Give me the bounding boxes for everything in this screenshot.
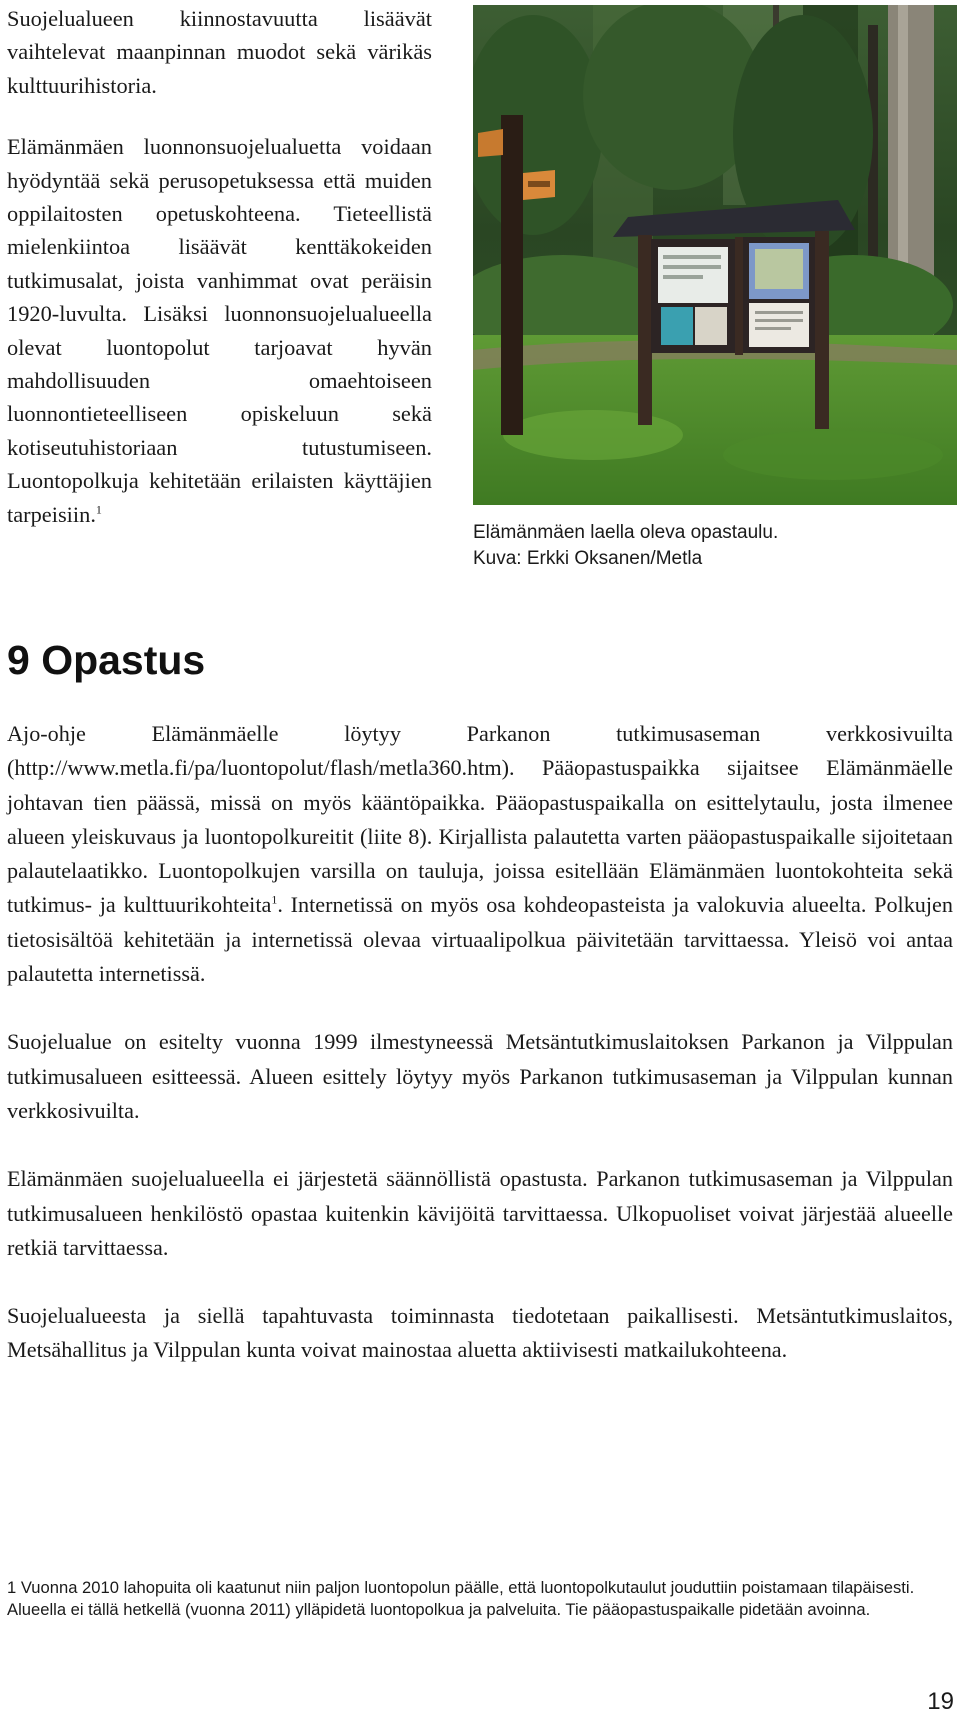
section-heading: 9 Opastus <box>7 637 206 683</box>
photo-caption <box>473 520 953 572</box>
page-number: 19 <box>927 1688 954 1715</box>
section-body <box>7 717 953 1402</box>
section-paragraph-1 <box>7 717 953 991</box>
footnote-reference: 1 <box>95 502 102 517</box>
information-board-photo <box>473 5 957 505</box>
section-paragraph-4: Suojelualueesta ja siellä tapahtuvasta toiminnasta tiedotetaan paikallisesti. Metsäntutkimuslaitos, Metsähallitus ja Vilppulan kunta voivat mainostaa aluetta aktiivisesti matkailukohteena. <box>7 1303 953 1363</box>
section-paragraph-1-part-2: . Internetissä on myös osa kohdeopasteista ja valokuvia alueelta. Polkujen tietosisältöä kehitetään ja internetissä olevaa virtuaalipolkua päivitetään tarvittaessa. Yleisö voi antaa palautetta internetissä. <box>7 892 953 987</box>
photo-caption-line-2: Kuva: Erkki Oksanen/Metla <box>473 548 703 569</box>
footnote: 1 Vuonna 2010 lahopuita oli kaatunut niin paljon luontopolun päälle, että luontopolkutaulut jouduttiin poistamaan tilapäisesti. Alueella ei tällä hetkellä (vuonna 2011) ylläpidetä luontopolkua ja palveluita. Tie pääopastuspaikalle pidetään avoinna. <box>7 1578 915 1619</box>
section-paragraph-3: Elämänmäen suojelualueella ei järjestetä säännöllistä opastusta. Parkanon tutkimusaseman ja Vilppulan tutkimusalueen henkilöstö opastaa kuitenkin kävijöitä tarvittaessa. Ulkopuoliset voivat järjestää alueelle retkiä tarvittaessa. <box>7 1166 953 1260</box>
section-paragraph-2: Suojelualue on esitelty vuonna 1999 ilmestyneessä Metsäntutkimuslaitoksen Parkanon ja Vilppulan tutkimusalueen esitteessä. Alueen esittely löytyy myös Parkanon tutkimusaseman ja Vilppulan kunnan verkkosivuilta. <box>7 1029 953 1123</box>
intro-paragraph-1: Suojelualueen kiinnostavuutta lisäävät vaihtelevat maanpinnan muodot sekä värikäs kulttuurihistoria. <box>7 6 432 98</box>
footnote-reference-2: 1 <box>271 893 278 908</box>
intro-text-column <box>7 2 432 531</box>
intro-paragraph-2 <box>7 130 432 531</box>
photo-caption-line-1: Elämänmäen laella oleva opastaulu. <box>473 522 779 543</box>
intro-paragraph-2-text: Elämänmäen luonnonsuojelualuetta voidaan hyödyntää sekä perusopetuksessa että muiden oppilaitosten opetuskohteena. Tieteellistä mielenkiintoa lisäävät kenttäkokeiden tutkimusalat, joista vanhimmat ovat peräisin 1920-luvulta. Lisäksi luonnonsuojelualueella olevat luontopolut tarjoavat hyvän mahdollisuuden omaehtoiseen luonnontieteelliseen opiskeluun sekä kotiseutuhistoriaan tutustumiseen. Luontopolkuja kehitetään erilaisten käyttäjien tarpeisiin. <box>7 134 432 527</box>
section-paragraph-1-part-1: Ajo-ohje Elämänmäelle löytyy Parkanon tutkimusaseman verkkosivuilta (http://www.metla.fi/pa/luontopolut/flash/metla360.htm). Pääopastuspaikka sijaitsee Elämänmäelle johtavan tien päässä, missä on myös kääntöpaikka. Pääopastuspaikalla on esittelytaulu, josta ilmenee alueen yleiskuvaus ja luontopolkureitit (liite 8). Kirjallista palautetta varten pääopastuspaikalle sijoitetaan palautelaatikko. Luontopolkujen varsilla on tauluja, joissa esitellään Elämänmäen luontokohteita sekä tutkimus- ja kulttuurikohteita <box>7 721 953 918</box>
